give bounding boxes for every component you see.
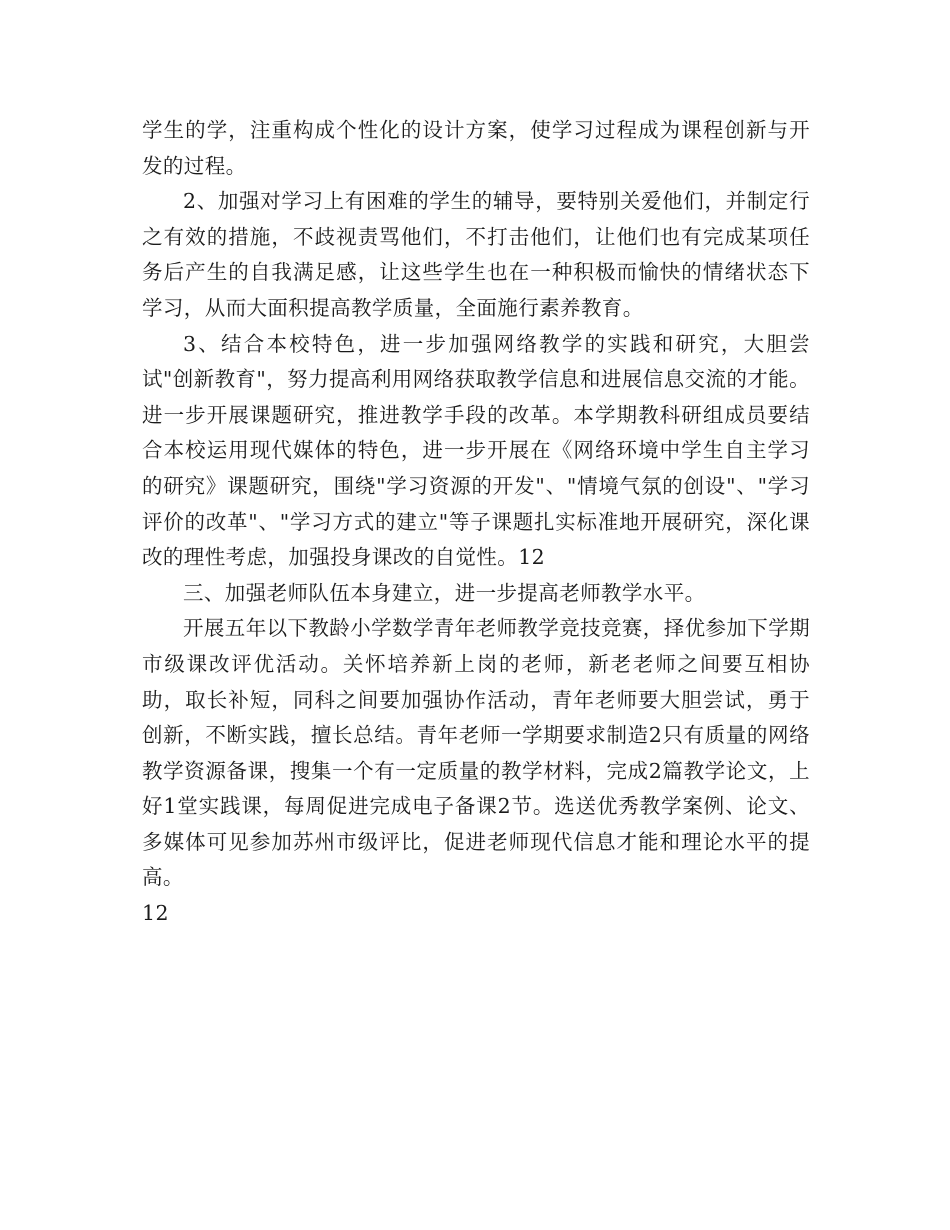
paragraph-teacher-development: 开展五年以下教龄小学数学青年老师教学竞技竞赛，择优参加下学期市级课改评优活动。关怀培养新上岗的老师，新老老师之间要互相协助，取长补短，同科之间要加强协作活动，青年老师要大胆尝试，勇于创新，不断实践，擅长总结。青年老师一学期要求制造2只有质量的网络教学资源备课，搜集一个有一定质量的教学材料，完成2篇教学论文，上好1堂实践课，每周促进完成电子备课2节。选送优秀教学案例、论文、多媒体可见参加苏州市级评比，促进老师现代信息才能和理论水平的提高。 (142, 616, 810, 890)
paragraph-item-2: 2、加强对学习上有困难的学生的辅导，要特别关爱他们，并制定行之有效的措施，不歧视责骂他们，不打击他们，让他们也有完成某项任务后产生的自我满足感，让这些学生也在一种积极而愉快的情绪状态下学习，从而大面积提高教学质量，全面施行素养教育。 (142, 189, 810, 320)
paragraph-item-3: 3、结合本校特色，进一步加强网络教学的实践和研究，大胆尝试"创新教育"，努力提高利用网络获取教学信息和进展信息交流的才能。进一步开展课题研究，推进教学手段的改革。本学期教科研组成员要结合本校运用现代媒体的特色，进一步开展在《网络环境中学生自主学习的研究》课题研究，围绕"学习资源的开发"、"情境气氛的创设"、"学习评价的改革"、"学习方式的建立"等子课题扎实标准地开展研究，深化课改的理性考虑，加强投身课改的自觉性。12 (142, 331, 810, 570)
section-heading-3: 三、加强老师队伍本身建立，进一步提高老师教学水平。 (183, 580, 706, 605)
document-body (142, 113, 810, 932)
page-number: 12 (142, 901, 169, 926)
paragraph-continuation: 学生的学，注重构成个性化的设计方案，使学习过程成为课程创新与开发的过程。 (142, 118, 810, 178)
